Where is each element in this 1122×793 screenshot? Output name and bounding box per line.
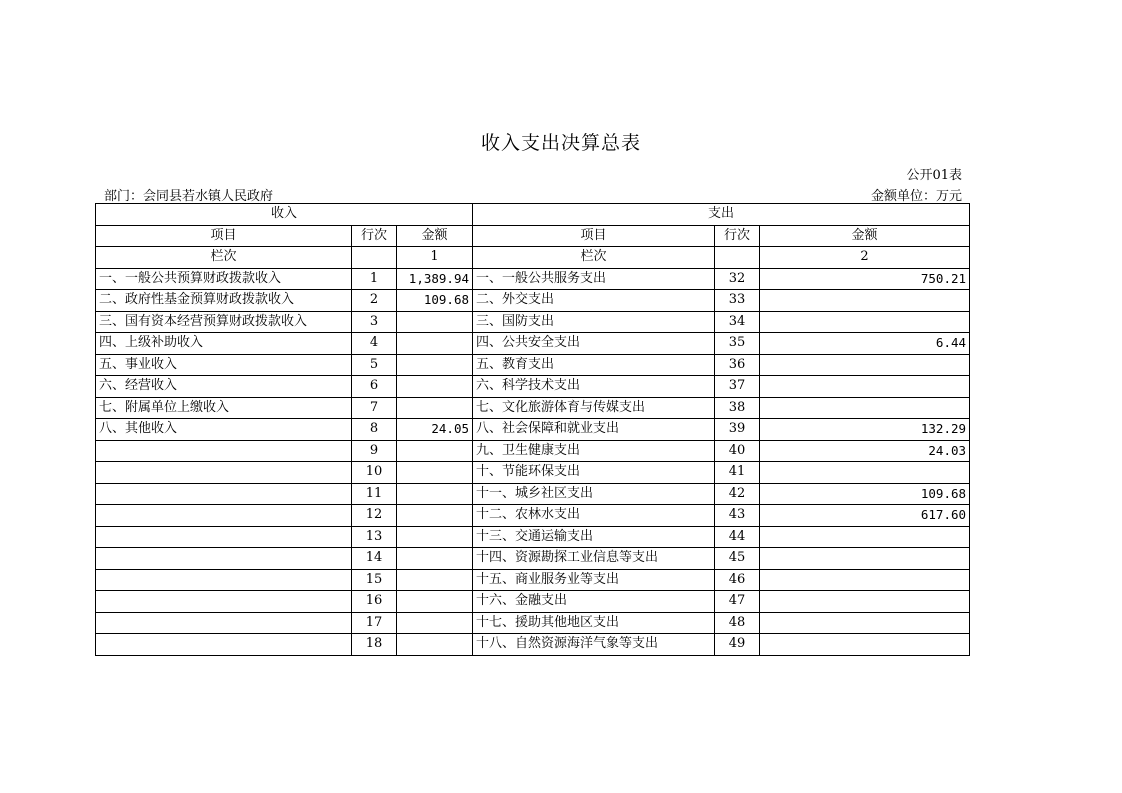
- expense-amount-cell: [760, 354, 970, 376]
- expense-item-cell: 六、科学技术支出: [473, 376, 715, 398]
- income-amount-cell: [397, 591, 473, 613]
- expense-item-cell: 三、国防支出: [473, 311, 715, 333]
- expense-amount-header: 金额: [760, 225, 970, 247]
- income-line-cell: 8: [352, 419, 397, 441]
- expense-amount-cell: [760, 376, 970, 398]
- income-amount-cell: [397, 505, 473, 527]
- table-row: [96, 462, 970, 484]
- table-row: [96, 548, 970, 570]
- page-title: 收入支出决算总表: [480, 132, 641, 154]
- expense-line-cell: 43: [715, 505, 760, 527]
- expense-amount-cell: 109.68: [760, 483, 970, 505]
- expense-item-cell: 十八、自然资源海洋气象等支出: [473, 634, 715, 656]
- income-item-cell: 七、附属单位上缴收入: [96, 397, 352, 419]
- expense-item-cell: 八、社会保障和就业支出: [473, 419, 715, 441]
- expense-amount-cell: 617.60: [760, 505, 970, 527]
- income-amount-cell: [397, 440, 473, 462]
- income-amount-cell: [397, 483, 473, 505]
- income-item-cell: 五、事业收入: [96, 354, 352, 376]
- table-row: [96, 612, 970, 634]
- income-line-cell: 5: [352, 354, 397, 376]
- table-row: [96, 483, 970, 505]
- table-row: [96, 376, 970, 398]
- income-line-cell: 7: [352, 397, 397, 419]
- column-header-row: [96, 225, 970, 247]
- expense-line-header: 行次: [715, 225, 760, 247]
- income-amount-cell: [397, 634, 473, 656]
- income-column-label: 栏次: [96, 247, 352, 269]
- expense-line-cell: 40: [715, 440, 760, 462]
- table-row: [96, 333, 970, 355]
- expense-item-cell: 十四、资源勘探工业信息等支出: [473, 548, 715, 570]
- department-label: 部门：会同县若水镇人民政府: [104, 189, 274, 204]
- income-item-cell: [96, 440, 352, 462]
- table-row: [96, 440, 970, 462]
- table-row: [96, 397, 970, 419]
- expense-line-cell: 45: [715, 548, 760, 570]
- table-row: [96, 526, 970, 548]
- income-amount-cell: [397, 354, 473, 376]
- income-line-cell: 11: [352, 483, 397, 505]
- table-row: [96, 268, 970, 290]
- expense-line-cell: 34: [715, 311, 760, 333]
- table-row: [96, 505, 970, 527]
- expense-line-cell: 42: [715, 483, 760, 505]
- income-column-number: 1: [397, 247, 473, 269]
- expense-line-cell: 48: [715, 612, 760, 634]
- income-item-cell: [96, 526, 352, 548]
- expense-item-cell: 十三、交通运输支出: [473, 526, 715, 548]
- income-amount-cell: [397, 526, 473, 548]
- income-amount-cell: [397, 397, 473, 419]
- table-row: [96, 354, 970, 376]
- expense-line-cell: 35: [715, 333, 760, 355]
- income-line-cell: 3: [352, 311, 397, 333]
- income-line-cell: 9: [352, 440, 397, 462]
- expense-column-label: 栏次: [473, 247, 715, 269]
- income-amount-cell: 24.05: [397, 419, 473, 441]
- section-header-row: [96, 204, 970, 226]
- table-row: [96, 311, 970, 333]
- income-line-cell: 18: [352, 634, 397, 656]
- expense-item-cell: 九、卫生健康支出: [473, 440, 715, 462]
- form-number: 公开01表: [906, 168, 962, 183]
- income-line-cell: 6: [352, 376, 397, 398]
- income-item-cell: [96, 505, 352, 527]
- expense-line-cell: 38: [715, 397, 760, 419]
- expense-line-cell: 33: [715, 290, 760, 312]
- income-line-blank: [352, 247, 397, 269]
- expense-line-cell: 49: [715, 634, 760, 656]
- income-amount-cell: 1,389.94: [397, 268, 473, 290]
- expense-item-cell: 一、一般公共服务支出: [473, 268, 715, 290]
- expense-item-cell: 十七、援助其他地区支出: [473, 612, 715, 634]
- expense-line-cell: 32: [715, 268, 760, 290]
- expense-item-cell: 十、节能环保支出: [473, 462, 715, 484]
- income-line-cell: 15: [352, 569, 397, 591]
- table-body: [96, 268, 970, 655]
- expense-item-cell: 四、公共安全支出: [473, 333, 715, 355]
- expense-amount-cell: [760, 526, 970, 548]
- expense-amount-cell: 750.21: [760, 268, 970, 290]
- income-item-cell: 八、其他收入: [96, 419, 352, 441]
- income-item-cell: 四、上级补助收入: [96, 333, 352, 355]
- income-line-cell: 1: [352, 268, 397, 290]
- expense-amount-cell: [760, 569, 970, 591]
- income-line-cell: 4: [352, 333, 397, 355]
- income-item-cell: 二、政府性基金预算财政拨款收入: [96, 290, 352, 312]
- expense-section-header: 支出: [473, 204, 970, 226]
- income-line-cell: 17: [352, 612, 397, 634]
- income-item-cell: [96, 462, 352, 484]
- income-line-cell: 12: [352, 505, 397, 527]
- income-item-cell: [96, 483, 352, 505]
- income-item-cell: [96, 634, 352, 656]
- income-amount-cell: [397, 462, 473, 484]
- expense-line-blank: [715, 247, 760, 269]
- income-item-cell: [96, 548, 352, 570]
- expense-line-cell: 47: [715, 591, 760, 613]
- expense-amount-cell: 24.03: [760, 440, 970, 462]
- income-item-header: 项目: [96, 225, 352, 247]
- income-item-cell: 六、经营收入: [96, 376, 352, 398]
- expense-amount-cell: [760, 462, 970, 484]
- expense-amount-cell: 132.29: [760, 419, 970, 441]
- table-row: [96, 591, 970, 613]
- expense-amount-cell: [760, 290, 970, 312]
- income-section-header: 收入: [96, 204, 473, 226]
- income-amount-cell: [397, 569, 473, 591]
- table-row: [96, 419, 970, 441]
- income-amount-cell: 109.68: [397, 290, 473, 312]
- income-line-cell: 14: [352, 548, 397, 570]
- expense-item-cell: 二、外交支出: [473, 290, 715, 312]
- column-number-row: [96, 247, 970, 269]
- expense-amount-cell: [760, 397, 970, 419]
- expense-amount-cell: 6.44: [760, 333, 970, 355]
- income-amount-cell: [397, 311, 473, 333]
- income-line-cell: 2: [352, 290, 397, 312]
- expense-line-cell: 41: [715, 462, 760, 484]
- income-item-cell: [96, 569, 352, 591]
- income-line-cell: 13: [352, 526, 397, 548]
- expense-line-cell: 44: [715, 526, 760, 548]
- income-amount-cell: [397, 548, 473, 570]
- income-item-cell: [96, 591, 352, 613]
- table-row: [96, 569, 970, 591]
- table-row: [96, 290, 970, 312]
- income-amount-cell: [397, 612, 473, 634]
- income-item-cell: 一、一般公共预算财政拨款收入: [96, 268, 352, 290]
- expense-amount-cell: [760, 591, 970, 613]
- expense-amount-cell: [760, 634, 970, 656]
- expense-column-number: 2: [760, 247, 970, 269]
- expense-line-cell: 46: [715, 569, 760, 591]
- expense-item-cell: 七、文化旅游体育与传媒支出: [473, 397, 715, 419]
- income-item-cell: [96, 612, 352, 634]
- income-line-header: 行次: [352, 225, 397, 247]
- expense-amount-cell: [760, 612, 970, 634]
- income-line-cell: 16: [352, 591, 397, 613]
- income-expense-table: [95, 203, 970, 656]
- expense-line-cell: 39: [715, 419, 760, 441]
- expense-line-cell: 37: [715, 376, 760, 398]
- income-item-cell: 三、国有资本经营预算财政拨款收入: [96, 311, 352, 333]
- expense-item-cell: 十二、农林水支出: [473, 505, 715, 527]
- expense-amount-cell: [760, 548, 970, 570]
- income-line-cell: 10: [352, 462, 397, 484]
- expense-amount-cell: [760, 311, 970, 333]
- expense-item-cell: 十六、金融支出: [473, 591, 715, 613]
- expense-item-cell: 十一、城乡社区支出: [473, 483, 715, 505]
- expense-line-cell: 36: [715, 354, 760, 376]
- expense-item-cell: 五、教育支出: [473, 354, 715, 376]
- income-amount-cell: [397, 333, 473, 355]
- amount-unit-label: 金额单位：万元: [870, 189, 962, 204]
- table-row: [96, 634, 970, 656]
- income-amount-header: 金额: [397, 225, 473, 247]
- expense-item-cell: 十五、商业服务业等支出: [473, 569, 715, 591]
- expense-item-header: 项目: [473, 225, 715, 247]
- income-amount-cell: [397, 376, 473, 398]
